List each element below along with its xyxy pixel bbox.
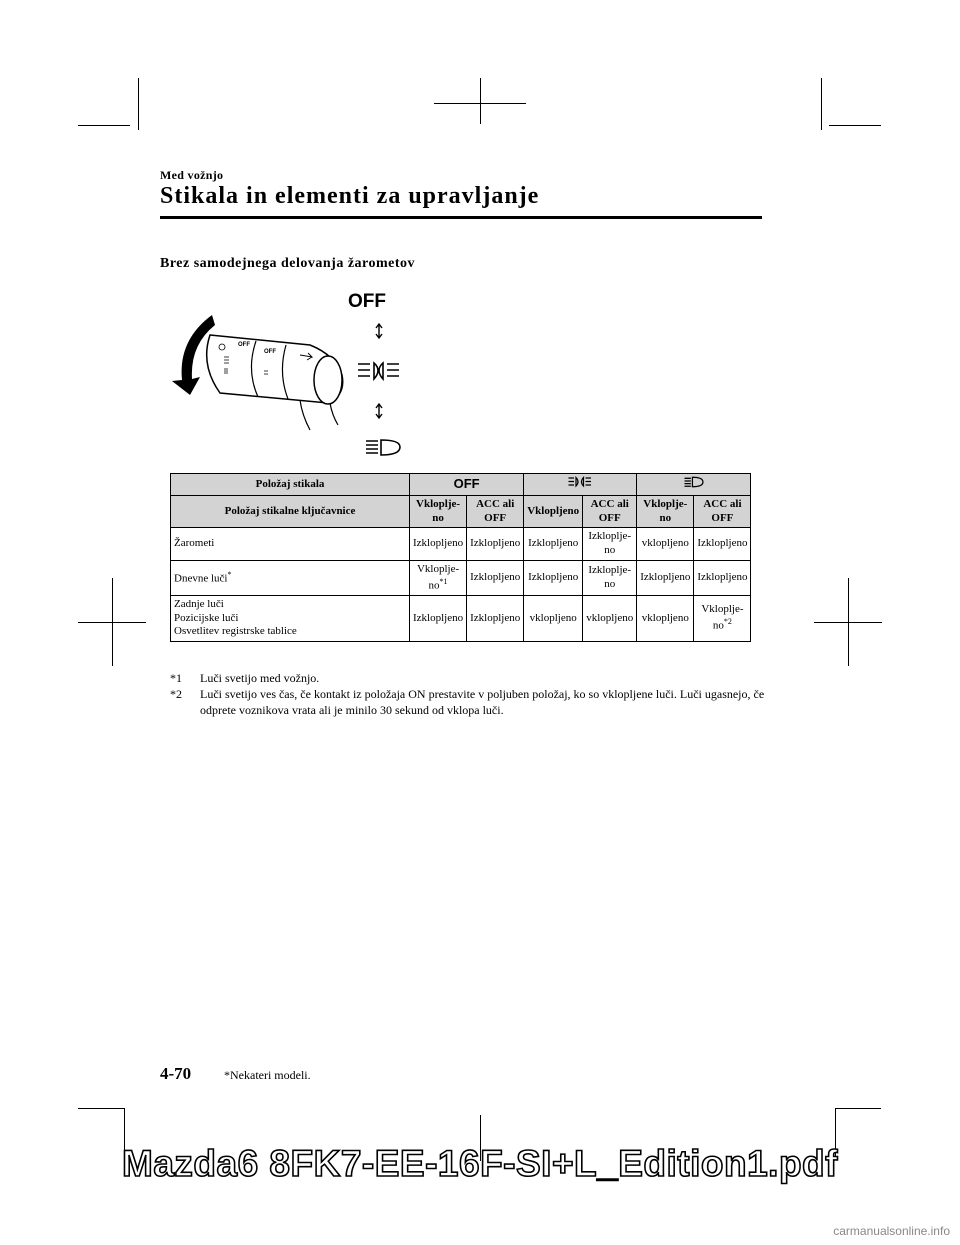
- lever-off-label: OFF: [264, 349, 276, 355]
- key-position-cell: [467, 495, 524, 528]
- switch-position-row: [171, 474, 751, 496]
- cell-line: no: [712, 619, 724, 632]
- cell-line: Izklopljeno: [528, 570, 579, 583]
- lighting-table: [170, 473, 751, 642]
- table-cell: [524, 595, 583, 641]
- cell-line: ACC ali: [703, 497, 742, 510]
- crop-mark: [78, 622, 146, 623]
- row-label-line: Zadnje luči: [174, 597, 224, 610]
- footnote-text: Luči svetijo med vožnjo.: [200, 671, 320, 685]
- cell-line: no: [659, 511, 672, 524]
- subheading: Brez samodejnega delovanja žarometov: [160, 256, 416, 271]
- cell-line: Izklopljeno: [413, 611, 464, 624]
- crop-mark: [821, 78, 822, 130]
- switch-off-cell: OFF: [410, 474, 524, 496]
- key-position-cell: [583, 495, 637, 528]
- footnote-text: Luči svetijo ves čas, če kontakt iz položaja ON prestavite v poljuben položaj, ko so vklopljene luči. Luči ugasnejo, če odprete voznikova vrata ali je minilo 30 sekund od vklopa luči.: [200, 687, 765, 717]
- crop-mark: [434, 103, 526, 104]
- table-cell: [583, 528, 637, 561]
- key-position-cell: [410, 495, 467, 528]
- section-label: Med vožnjo: [160, 168, 224, 182]
- lever-off-label: OFF: [238, 342, 250, 348]
- table-cell: [467, 595, 524, 641]
- table-cell: [467, 560, 524, 595]
- crop-mark: [78, 125, 130, 126]
- cell-line: no: [604, 577, 616, 590]
- cell-line: vklopljeno: [641, 611, 689, 624]
- table-body: [171, 528, 751, 642]
- row-label-line: Dnevne luči: [174, 572, 228, 585]
- pdf-filename-watermark: Mazda6 8FK7-EE-16F-SI+L_Edition1.pdf: [122, 1143, 838, 1184]
- cell-line: Izkloplje-: [588, 564, 632, 577]
- footnote-mark: *1: [170, 671, 182, 685]
- key-position-row: [171, 495, 751, 528]
- crop-mark: [814, 622, 882, 623]
- cell-line: Vkloplje-: [416, 497, 461, 510]
- cell-line: Izkloplje-: [588, 530, 632, 543]
- footnote-ref: *1: [439, 576, 448, 586]
- table-cell: [637, 595, 694, 641]
- cell-line: Izklopljeno: [528, 537, 579, 550]
- table-cell: [637, 528, 694, 561]
- key-position-cell: [637, 495, 694, 528]
- table-cell: [694, 528, 751, 561]
- parking-light-symbol-icon: [358, 363, 399, 379]
- key-position-label: Položaj stikalne ključavnice: [171, 495, 410, 528]
- table-cell: [694, 595, 751, 641]
- key-position-cell: [524, 495, 583, 528]
- cell-line: ACC ali: [476, 497, 515, 510]
- table-cell: [410, 560, 467, 595]
- cell-line: no: [432, 511, 444, 524]
- headlight-symbol-icon: [366, 440, 400, 455]
- cell-line: Izklopljeno: [470, 570, 521, 583]
- cell-line: Izklopljeno: [413, 537, 464, 550]
- table-row: [171, 528, 751, 561]
- table-cell: [694, 560, 751, 595]
- cell-line: Vkloplje-: [416, 562, 460, 575]
- table-row: [171, 595, 751, 641]
- updown-arrow-icon: [376, 404, 382, 418]
- table-cell: [524, 528, 583, 561]
- switch-position-label: Položaj stikala: [171, 474, 410, 496]
- row-label: [171, 595, 410, 641]
- footnote-ref: *: [227, 569, 232, 579]
- cell-line: vklopljeno: [641, 537, 689, 550]
- page-number: 4-70: [160, 1064, 192, 1083]
- cell-line: OFF: [484, 511, 507, 524]
- cell-line: Vklopljeno: [527, 504, 580, 517]
- cell-line: no: [604, 544, 616, 556]
- table-row: [171, 560, 751, 595]
- cell-line: no: [428, 579, 440, 592]
- cell-line: Izklopljeno: [470, 611, 521, 624]
- crop-mark: [480, 78, 481, 124]
- crop-mark: [138, 78, 139, 130]
- row-label: [171, 560, 410, 595]
- switch-parking-cell: [524, 474, 637, 496]
- table-cell: [583, 595, 637, 641]
- headlight-switch-illustration: [160, 285, 420, 470]
- cell-line: OFF: [598, 511, 621, 524]
- row-label-line: Žarometi: [174, 537, 215, 550]
- cell-line: Vkloplje-: [643, 497, 688, 510]
- footnote-ref: *2: [723, 617, 732, 627]
- row-label-line: Osvetlitev registrske tablice: [174, 625, 297, 638]
- crop-mark: [835, 1108, 881, 1109]
- table-cell: [410, 595, 467, 641]
- key-position-cell: [694, 495, 751, 528]
- cell-line: vklopljeno: [529, 611, 577, 624]
- footnote-mark: *2: [170, 687, 182, 701]
- cell-line: vklopljeno: [586, 611, 634, 624]
- table-cell: [410, 528, 467, 561]
- cell-line: Vkloplje-: [701, 603, 744, 616]
- parking-light-icon: [568, 476, 592, 488]
- updown-arrow-icon: [376, 324, 382, 338]
- crop-mark: [78, 1108, 124, 1109]
- off-position-label: OFF: [348, 291, 386, 312]
- cell-line: Izklopljeno: [640, 570, 691, 583]
- footnote-2: [170, 686, 770, 718]
- switch-headlight-cell: [637, 474, 751, 496]
- cell-line: Izklopljeno: [697, 537, 748, 550]
- cell-line: OFF: [711, 511, 734, 524]
- title-divider: [160, 216, 762, 219]
- footnote-1: [170, 670, 770, 686]
- row-label-line: Pozicijske luči: [174, 611, 239, 624]
- models-note: *Nekateri modeli.: [224, 1068, 311, 1082]
- page-title: Stikala in elementi za upravljanje: [160, 183, 540, 209]
- table-cell: [524, 560, 583, 595]
- row-label: [171, 528, 410, 561]
- cell-line: ACC ali: [590, 497, 629, 510]
- headlight-icon: [684, 476, 704, 488]
- site-credit: carmanualsonline.info: [833, 1224, 950, 1238]
- cell-line: Izklopljeno: [470, 537, 521, 550]
- table-cell: [583, 560, 637, 595]
- crop-mark: [829, 125, 881, 126]
- cell-line: Izklopljeno: [697, 570, 748, 583]
- table-cell: [467, 528, 524, 561]
- table-cell: [637, 560, 694, 595]
